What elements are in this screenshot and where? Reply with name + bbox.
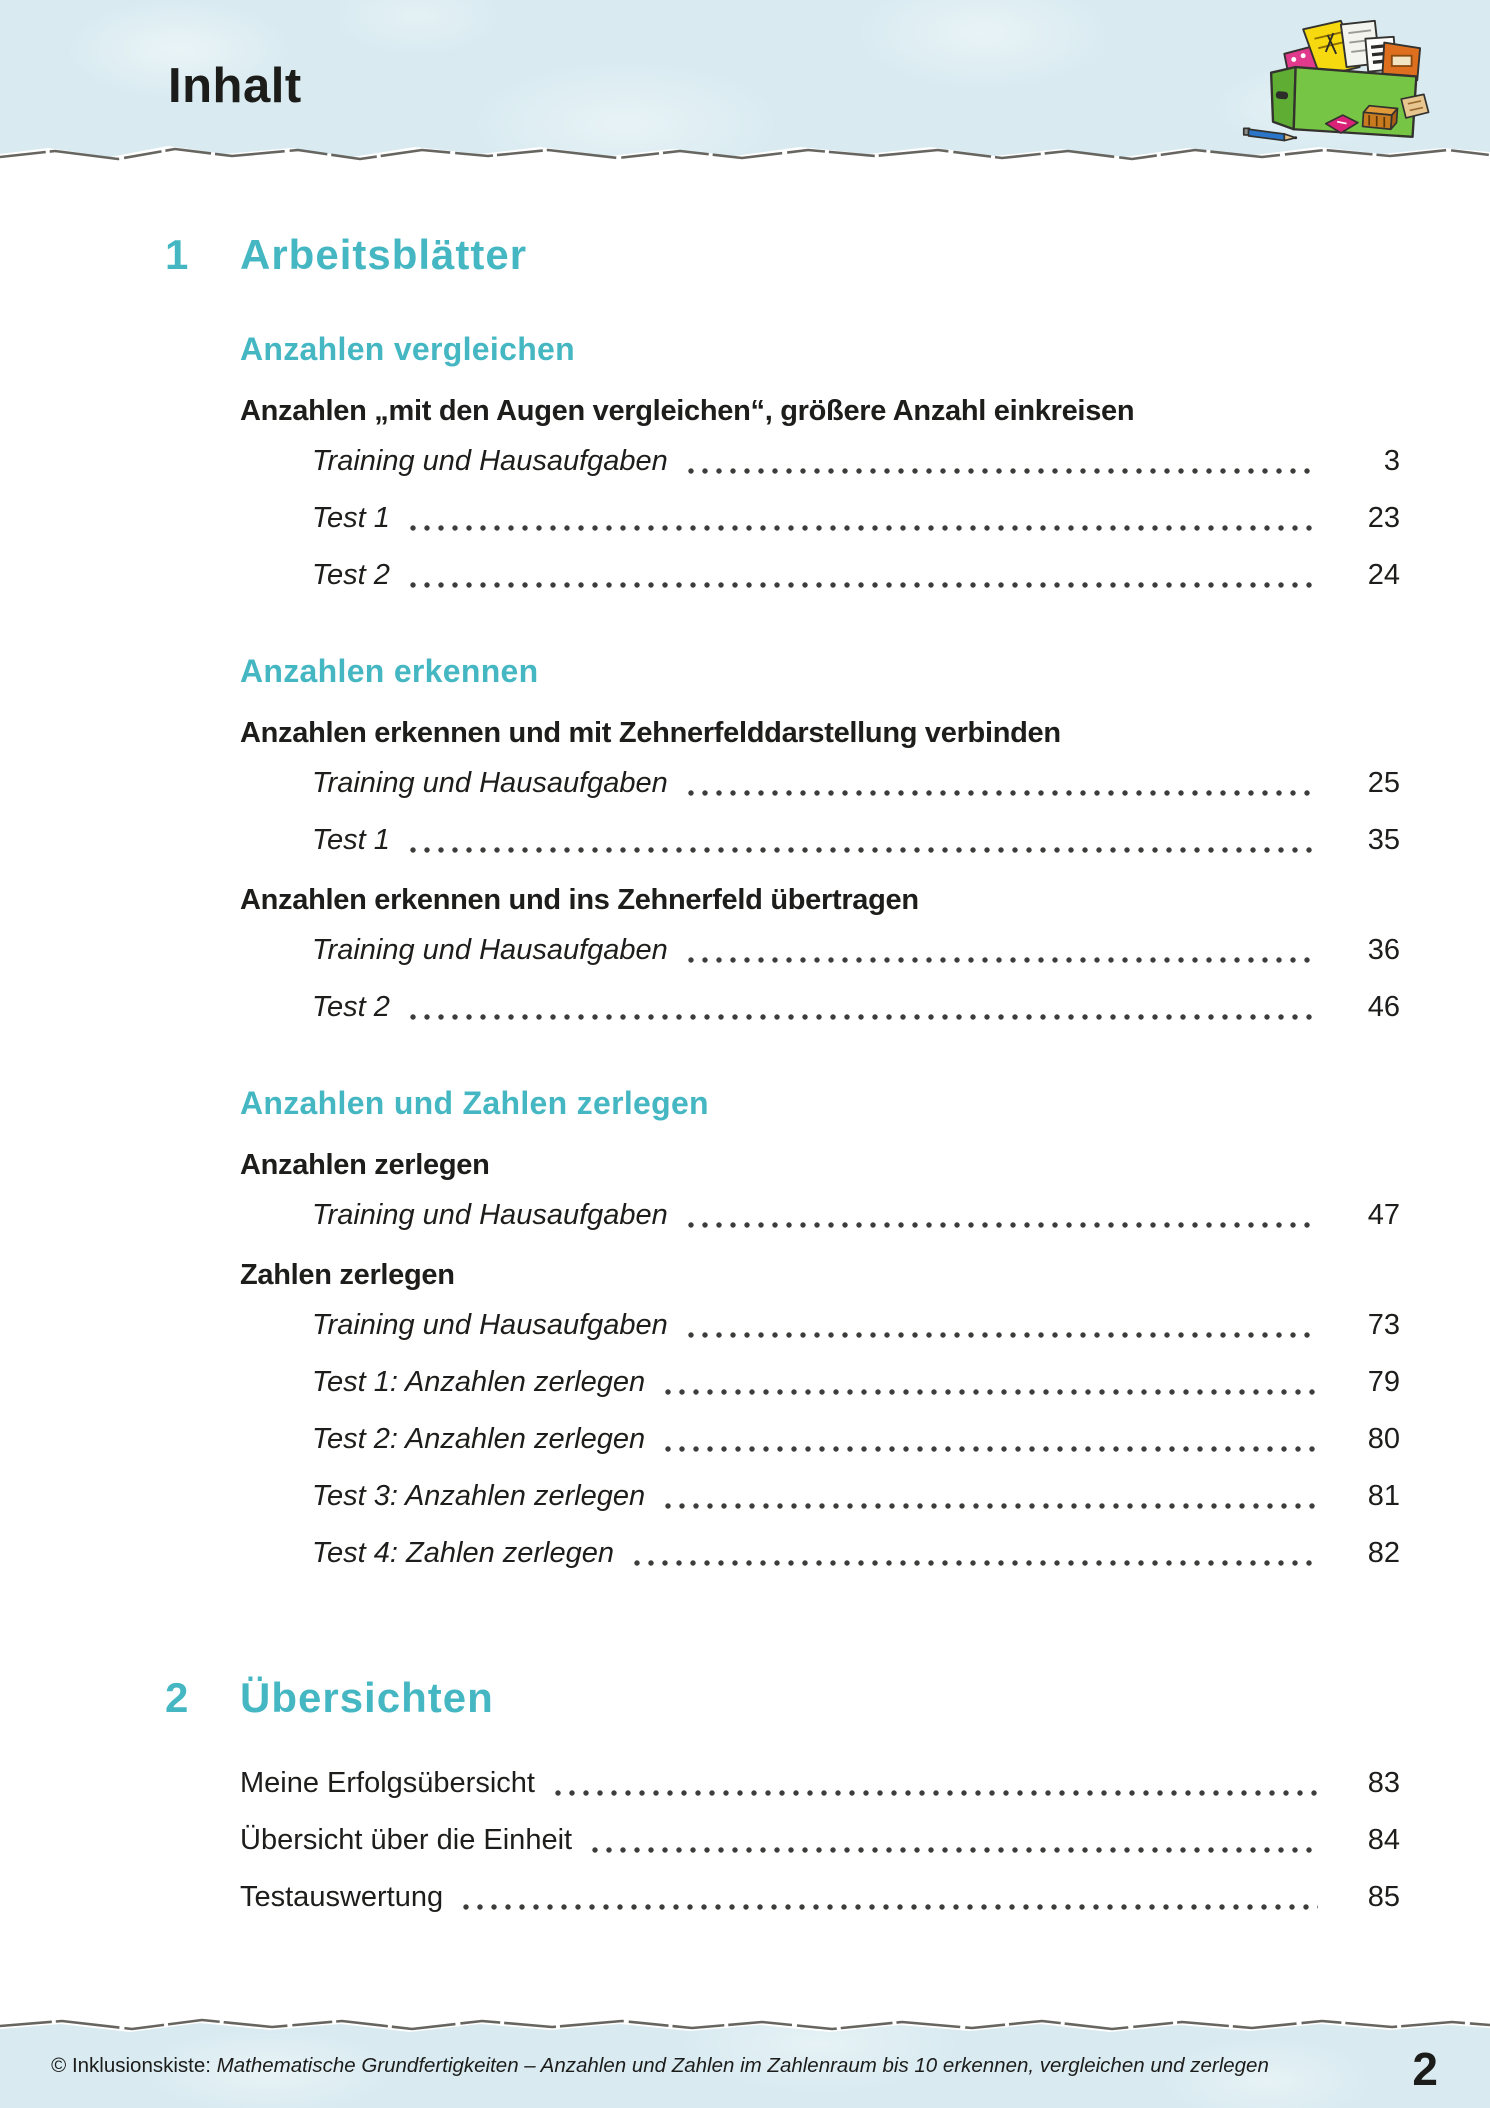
toc-entry-page: 83 <box>1367 1767 1400 1799</box>
footer-copyright <box>0 2054 1320 2078</box>
materials-box-icon <box>1230 18 1448 150</box>
leader-dots <box>402 524 1318 532</box>
toc-entry <box>240 1297 1400 1354</box>
toc-entry-label: Test 4: Zahlen zerlegen <box>312 1537 615 1569</box>
leader-dots <box>680 467 1318 475</box>
toc-entry <box>240 1812 1400 1869</box>
toc-entry <box>240 433 1400 490</box>
toc-subheading: Anzahlen erkennen und mit Zehnerfelddarstellung verbinden <box>240 717 1061 749</box>
toc-entry-label: Testauswertung <box>240 1881 444 1913</box>
toc <box>0 227 1490 1926</box>
toc-entry-page: 85 <box>1367 1881 1400 1913</box>
toc-entry-label: Test 2 <box>312 559 390 591</box>
leader-dots <box>584 1846 1318 1854</box>
leader-dots <box>680 956 1318 964</box>
leader-dots <box>657 1388 1318 1396</box>
toc-entry-label: Training und Hausaufgaben <box>312 1309 668 1341</box>
page-number: 2 <box>1412 2043 1438 2095</box>
leader-dots <box>547 1789 1318 1797</box>
toc-entry <box>240 755 1400 812</box>
toc-entry <box>240 547 1400 604</box>
toc-entry-label: Test 2: Anzahlen zerlegen <box>312 1423 646 1455</box>
leader-dots <box>402 1013 1318 1021</box>
toc-entry-page: 23 <box>1367 502 1400 534</box>
toc-group-heading: Anzahlen vergleichen <box>240 331 575 367</box>
toc-entry-page: 80 <box>1367 1423 1400 1455</box>
toc-entry <box>240 1411 1400 1468</box>
toc-entry-page: 81 <box>1367 1480 1400 1512</box>
torn-edge-top <box>0 138 1490 166</box>
toc-entry-label: Training und Hausaufgaben <box>312 1199 668 1231</box>
toc-group-heading: Anzahlen erkennen <box>240 653 539 689</box>
footer-copyright-prefix: © Inklusionskiste: <box>51 2054 211 2077</box>
toc-subheading: Anzahlen erkennen und ins Zehnerfeld übertragen <box>240 884 919 916</box>
toc-entry-label: Meine Erfolgsübersicht <box>240 1767 535 1799</box>
toc-entry-label: Test 1 <box>312 824 390 856</box>
toc-entry-page: 24 <box>1367 559 1400 591</box>
toc-entry <box>240 1354 1400 1411</box>
page-title: Inhalt <box>168 59 302 113</box>
leader-dots <box>680 1331 1318 1339</box>
leader-dots <box>402 846 1318 854</box>
toc-entry <box>240 490 1400 547</box>
toc-entry-page: 3 <box>1383 445 1400 477</box>
toc-group-heading: Anzahlen und Zahlen zerlegen <box>240 1085 709 1121</box>
toc-subheading: Anzahlen zerlegen <box>240 1149 490 1181</box>
toc-entry-page: 25 <box>1367 767 1400 799</box>
toc-entry-page: 36 <box>1367 934 1400 966</box>
toc-entry-page: 35 <box>1367 824 1400 856</box>
page-footer <box>0 2016 1490 2108</box>
leader-dots <box>680 1221 1318 1229</box>
toc-entry-label: Test 2 <box>312 991 390 1023</box>
toc-entry-label: Training und Hausaufgaben <box>312 934 668 966</box>
leader-dots <box>455 1903 1318 1911</box>
page-header <box>0 0 1490 165</box>
toc-entry-label: Training und Hausaufgaben <box>312 767 668 799</box>
leader-dots <box>626 1559 1318 1567</box>
section-title: Übersichten <box>240 1674 494 1721</box>
toc-entry-page: 84 <box>1367 1824 1400 1856</box>
section-title: Arbeitsblätter <box>240 231 528 278</box>
toc-entry <box>240 922 1400 979</box>
toc-subheading: Zahlen zerlegen <box>240 1259 455 1291</box>
leader-dots <box>402 581 1318 589</box>
toc-section-1 <box>165 227 1400 282</box>
toc-subheading: Anzahlen „mit den Augen vergleichen“, größere Anzahl einkreisen <box>240 395 1135 427</box>
section-number: 2 <box>165 1674 189 1721</box>
toc-entry-page: 79 <box>1367 1366 1400 1398</box>
toc-entry <box>240 1525 1400 1582</box>
toc-entry <box>240 1869 1400 1926</box>
toc-entry-label: Test 1: Anzahlen zerlegen <box>312 1366 646 1398</box>
toc-entry <box>240 1187 1400 1244</box>
toc-entry <box>240 1468 1400 1525</box>
torn-edge-bottom <box>0 2015 1490 2043</box>
toc-entry-label: Test 1 <box>312 502 390 534</box>
toc-entry-page: 46 <box>1367 991 1400 1023</box>
toc-entry-page: 73 <box>1367 1309 1400 1341</box>
toc-entry-page: 82 <box>1367 1537 1400 1569</box>
leader-dots <box>657 1445 1318 1453</box>
leader-dots <box>657 1502 1318 1510</box>
toc-entry-label: Übersicht über die Einheit <box>240 1824 573 1856</box>
toc-entry-label: Training und Hausaufgaben <box>312 445 668 477</box>
leader-dots <box>680 789 1318 797</box>
toc-entry-label: Test 3: Anzahlen zerlegen <box>312 1480 646 1512</box>
section-number: 1 <box>165 231 189 278</box>
toc-entry <box>240 812 1400 869</box>
toc-entry-page: 47 <box>1367 1199 1400 1231</box>
footer-copyright-title: Mathematische Grundfertigkeiten – Anzahlen und Zahlen im Zahlenraum bis 10 erkennen, vergleichen und zerlegen <box>216 2054 1269 2077</box>
toc-entry <box>240 979 1400 1036</box>
toc-section-2 <box>165 1670 1400 1725</box>
toc-entry <box>240 1755 1400 1812</box>
